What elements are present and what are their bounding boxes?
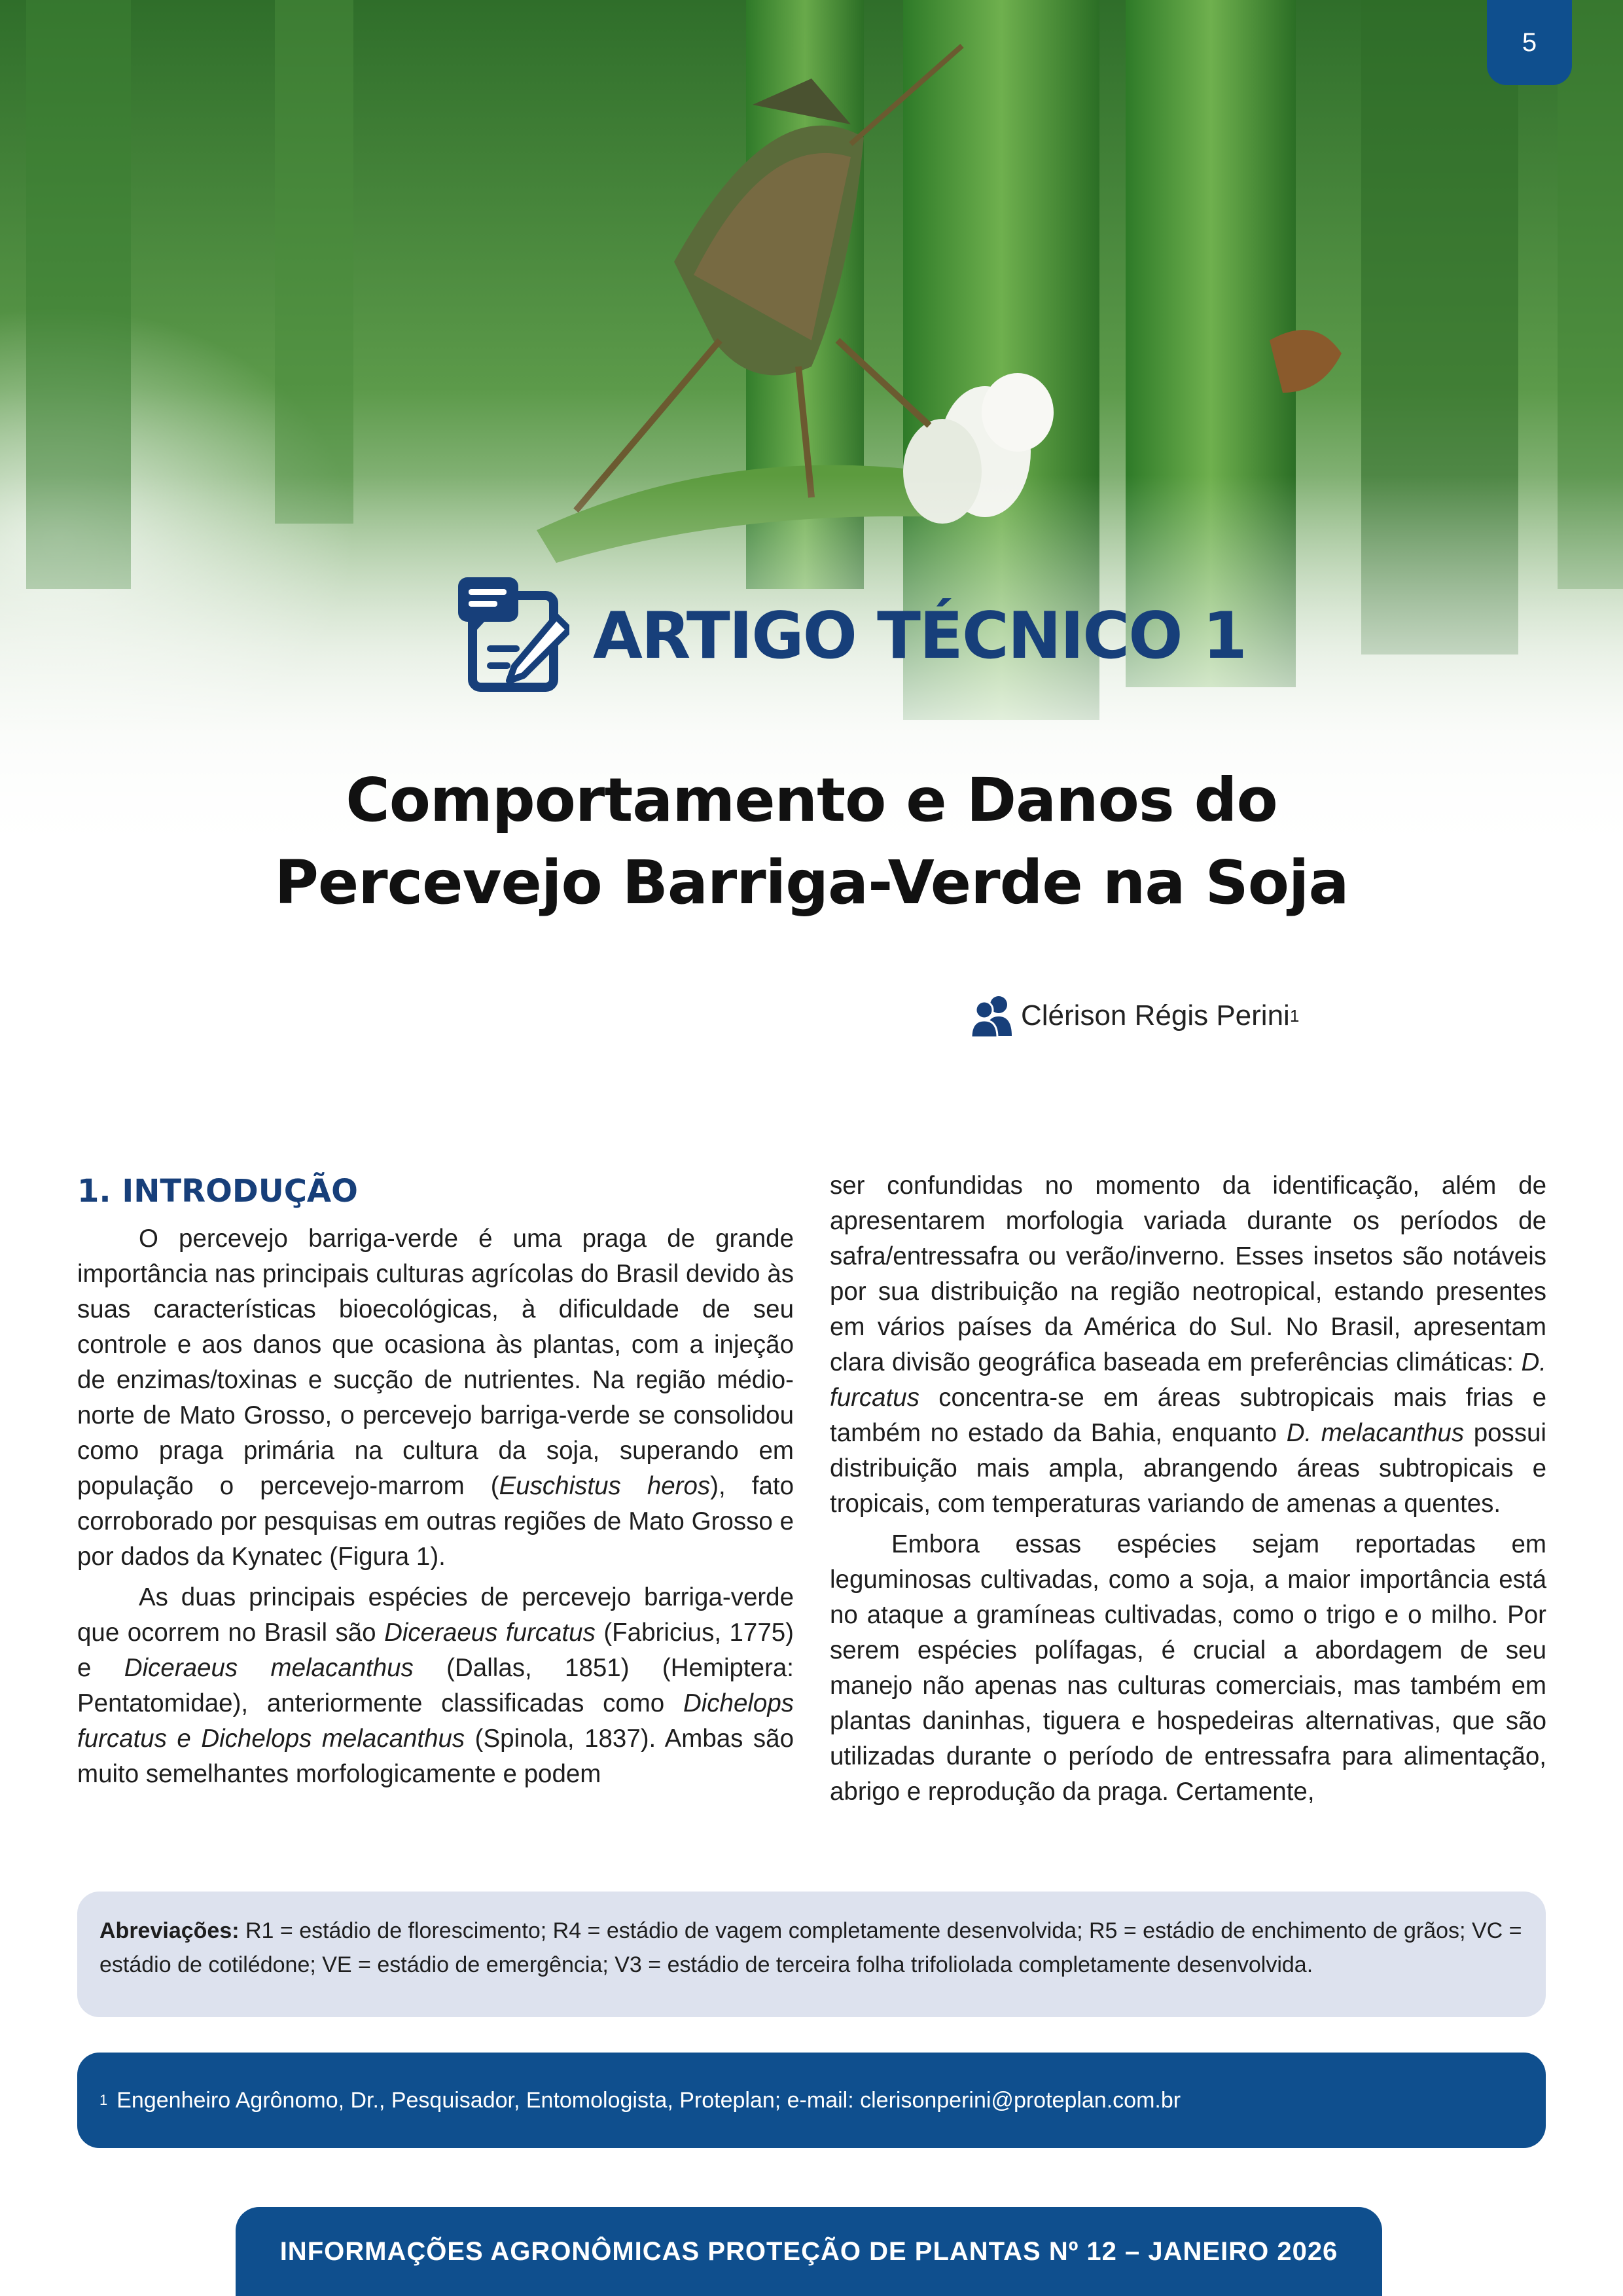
author-byline	[971, 995, 1299, 1037]
title-line-1: Comportamento e Danos do	[346, 765, 1277, 835]
paragraph-1	[77, 1221, 794, 1575]
text-run: As duas principais espécies de percevejo barriga-verde que ocorrem no Brasil são	[77, 1583, 794, 1647]
abbreviations-label: Abreviações:	[99, 1918, 240, 1943]
section-label: ARTIGO TÉCNICO 1	[593, 599, 1246, 673]
text-run: possui distribuição mais ampla, abrangendo áreas subtropicais e tropicais, com temperaturas variando de amenas a quentes.	[830, 1419, 1546, 1518]
section-tag	[458, 577, 1246, 695]
hero-illustration	[0, 0, 1623, 864]
species-name: Dichelops furcatus e Dichelops melacanthus	[77, 1689, 794, 1753]
species-name: Diceraeus furcatus	[384, 1619, 596, 1647]
column-left	[77, 1172, 794, 1797]
footnote-ref: 1	[99, 2092, 108, 2108]
text-run: (Fabricius, 1775) e	[77, 1619, 794, 1682]
hero-photo	[0, 0, 1623, 864]
author-footnote	[77, 2053, 1546, 2148]
abbreviations-text: R1 = estádio de florescimento; R4 = estádio de vagem completamente desenvolvida; R5 = estádio de enchimento de grãos; VC = estádio de cotilédone; VE = estádio de emergência; V3 = estádio de terceira folha trifoliolada completamente desenvolvida.	[99, 1918, 1522, 1977]
author-note-ref: 1	[1289, 1005, 1300, 1026]
paragraph-2	[77, 1580, 794, 1792]
page-number: 5	[1522, 27, 1537, 57]
title-line-2: Percevejo Barriga-Verde na Soja	[274, 848, 1349, 918]
article-document-icon	[458, 577, 569, 695]
footnote-text: Engenheiro Agrônomo, Dr., Pesquisador, Entomologista, Proteplan; e-mail: clerisonperini@proteplan.com.br	[116, 2087, 1181, 2113]
species-name: D. melacanthus	[1286, 1419, 1465, 1447]
column-right	[830, 1168, 1546, 1815]
paragraph-4: Embora essas espécies sejam reportadas em leguminosas cultivadas, como a soja, a maior importância está no ataque a gramíneas cultivadas, como o trigo e o milho. Por serem espécies polífagas, é crucial a abordagem de seu manejo não apenas nas culturas comerciais, mas também em plantas daninhas, tiguera e hospedeiras alternativas, que são utilizadas durante o período de entressafra para alimentação, abrigo e reprodução da praga. Certamente,	[830, 1530, 1546, 1806]
paragraph-3	[830, 1168, 1546, 1522]
section-heading: 1. INTRODUÇÃO	[77, 1173, 358, 1210]
text-run: ser confundidas no momento da identificação, além de apresentarem morfologia variada durante os períodos de safra/entressafra ou verão/inverno. Esses insetos são notáveis por sua distribuição na região neotropical, estando presentes em vários países da América do Sul. No Brasil, apresentam clara divisão geográfica baseada em preferências climáticas:	[830, 1172, 1546, 1376]
text-run: O percevejo barriga-verde é uma praga de grande importância nas principais culturas agrícolas do Brasil devido às suas características bioecológicas, à dificuldade de seu controle e aos danos que ocasiona às plantas, com a injeção de enzimas/toxinas e sucção de nutrientes. Na região médio-norte de Mato Grosso, o percevejo barriga-verde se consolidou como praga primária na cultura da soja, superando em população o percevejo-marrom (	[77, 1225, 794, 1500]
species-name: D. furcatus	[830, 1348, 1546, 1412]
footer-text: INFORMAÇÕES AGRONÔMICAS PROTEÇÃO DE PLANTAS Nº 12 – JANEIRO 2026	[279, 2236, 1338, 2266]
text-run: (Spinola, 1837). Ambas são muito semelhantes morfologicamente e podem	[77, 1725, 794, 1788]
users-icon	[971, 994, 1012, 1037]
article-title	[0, 759, 1623, 924]
species-name: Diceraeus melacanthus	[124, 1654, 414, 1682]
author-name: Clérison Régis Perini	[1021, 999, 1290, 1031]
species-name: Euschistus heros	[499, 1472, 711, 1500]
text-run: concentra-se em áreas subtropicais mais frias e também no estado da Bahia, enquanto	[830, 1384, 1546, 1447]
page-number-tab	[1487, 0, 1572, 85]
page-footer	[236, 2207, 1382, 2296]
abbreviations-box	[77, 1892, 1546, 2017]
text-run: ), fato corroborado por pesquisas em outras regiões de Mato Grosso e por dados da Kynatec (Figura 1).	[77, 1472, 794, 1571]
text-run: (Dallas, 1851) (Hemiptera: Pentatomidae), anteriormente classificadas como	[77, 1654, 794, 1717]
